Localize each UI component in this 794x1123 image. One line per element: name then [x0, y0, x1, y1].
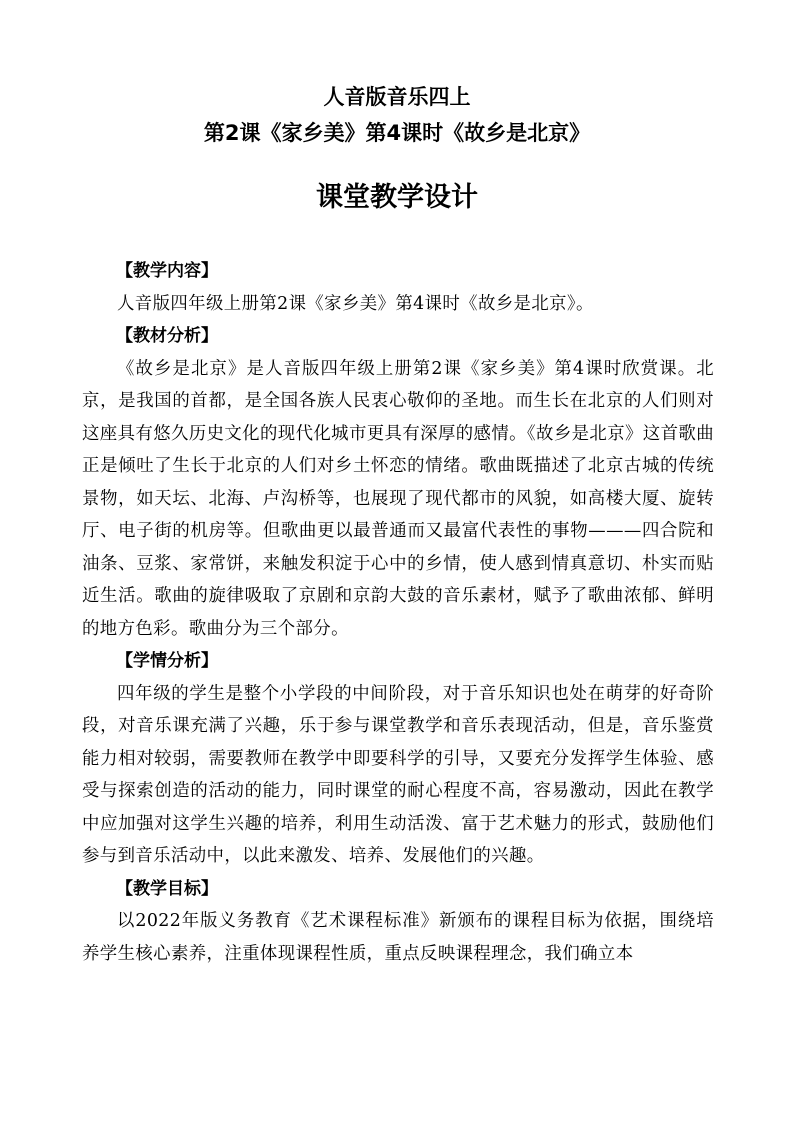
section-paragraph-material-analysis: 《故乡是北京》是人音版四年级上册第2课《家乡美》第4课时欣赏课。北京，是我国的首都，是全国各族人民衷心敬仰的圣地。而生长在北京的人们则对这座具有悠久历史文化的现代化城市更具有深厚的感情。《故乡是北京》这首歌曲正是倾吐了生长于北京的人们对乡土怀恋的情绪。歌曲既描述了北京古城的传统景物，如天坛、北海、卢沟桥等，也展现了现代都市的风貌，如高楼大厦、旋转厅、电子街的机房等。但歌曲更以最普通而又最富代表性的事物———四合院和油条、豆浆、家常饼，来触发积淀于心中的乡情，使人感到情真意切、朴实而贴近生活。歌曲的旋律吸取了京剧和京韵大鼓的音乐素材，赋予了歌曲浓郁、鲜明的地方色彩。歌曲分为三个部分。	[82, 358, 714, 639]
section-paragraph-teaching-content: 人音版四年级上册第2课《家乡美》第4课时《故乡是北京》。	[117, 293, 594, 314]
section-heading-learner-analysis: 【学情分析】	[116, 651, 218, 671]
section-paragraph-teaching-goals: 以2022年版义务教育《艺术课程标准》新颁布的课程目标为依据，围绕培养学生核心素养，注重体现课程性质，重点反映课程理念，我们确立本	[82, 911, 714, 964]
document-title-line1: 人音版音乐四上	[323, 85, 471, 109]
document-main-title: 课堂教学设计	[316, 182, 478, 213]
section-heading-teaching-content: 【教学内容】	[116, 261, 218, 281]
section-heading-material-analysis: 【教材分析】	[116, 326, 218, 346]
document-body	[82, 255, 714, 970]
document-title-line2: 第2课《家乡美》第4课时《故乡是北京》	[203, 121, 591, 145]
section-heading-teaching-goals: 【教学目标】	[116, 878, 218, 899]
section-paragraph-learner-analysis: 四年级的学生是整个小学段的中间阶段，对于音乐知识也处在萌芽的好奇阶段，对音乐课充满了兴趣，乐于参与课堂教学和音乐表现活动，但是，音乐鉴赏能力相对较弱，需要教师在教学中即要科学的引导，又要充分发挥学生体验、感受与探索创造的活动的能力，同时课堂的耐心程度不高，容易激动，因此在教学中应加强对这学生兴趣的培养，利用生动活泼、富于艺术魅力的形式，鼓励他们参与到音乐活动中，以此来激发、培养、发展他们的兴趣。	[82, 683, 714, 866]
